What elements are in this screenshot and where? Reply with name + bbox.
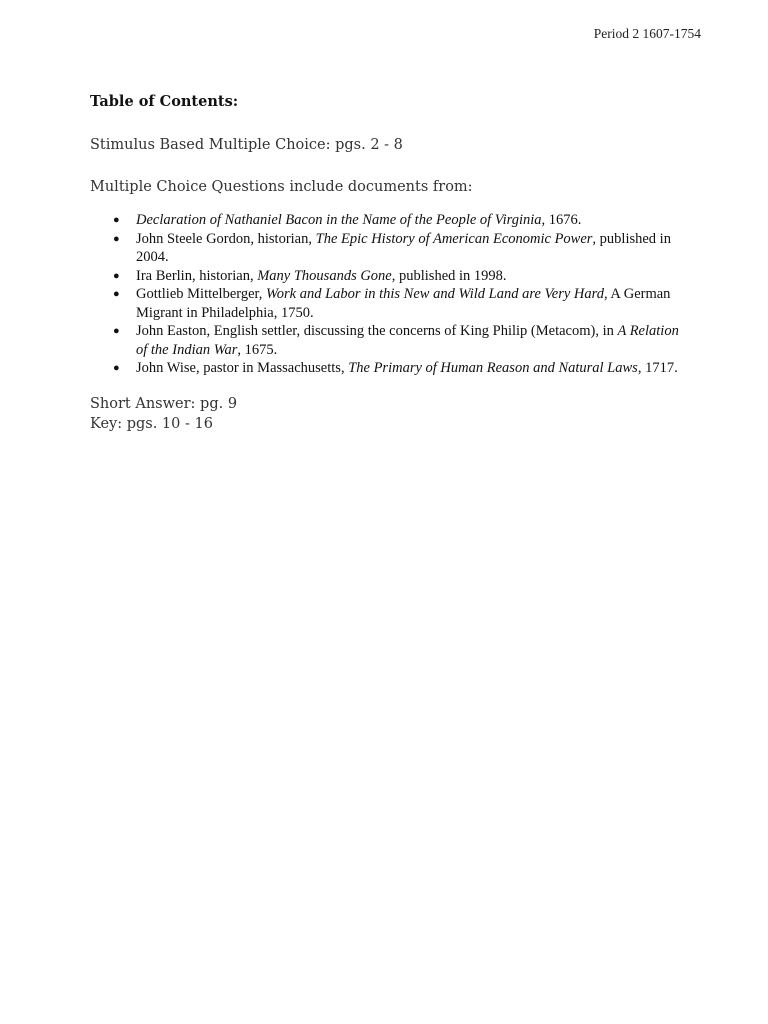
list-item (90, 211, 690, 230)
documents-intro: Multiple Choice Questions include documents from: (90, 179, 473, 195)
doc-title: Declaration of Nathaniel Bacon in the Name of the People of Virginia (136, 212, 542, 228)
bullet-icon: ● (113, 269, 120, 282)
key-line: Key: pgs. 10 - 16 (90, 415, 213, 432)
doc-suffix: , published in 1998. (391, 267, 507, 284)
table-of-contents (90, 92, 690, 434)
doc-title: The Primary of Human Reason and Natural Laws (348, 360, 638, 376)
bullet-icon: ● (113, 232, 120, 245)
stimulus-mc-line: Stimulus Based Multiple Choice: pgs. 2 - 8 (90, 137, 403, 153)
doc-prefix: Ira Berlin, historian, (136, 267, 258, 284)
documents-list (90, 211, 690, 378)
doc-suffix: , published in 2004. (136, 230, 671, 265)
list-item (90, 359, 690, 378)
doc-title: Work and Labor in this New and Wild Land are Very Hard (266, 286, 604, 302)
list-item (90, 322, 690, 359)
short-answer-line: Short Answer: pg. 9 (90, 395, 238, 412)
doc-title: The Epic History of American Economic Power (315, 230, 593, 247)
doc-suffix: , 1676. (541, 212, 582, 228)
doc-suffix: , A German Migrant in Philadelphia, 1750. (136, 286, 671, 321)
list-item (90, 230, 690, 267)
bullet-icon: ● (113, 288, 120, 300)
doc-prefix: John Easton, English settler, discussing the concerns of King Philip (Metacom), in (136, 323, 618, 339)
doc-title: A Relation of the Indian War (136, 323, 679, 358)
bullet-icon: ● (113, 362, 120, 374)
doc-suffix: , 1717. (637, 360, 678, 376)
toc-heading: Table of Contents: (90, 93, 239, 110)
doc-title: Many Thousands Gone (257, 267, 392, 284)
doc-prefix: Gottlieb Mittelberger, (136, 286, 267, 302)
list-item (90, 267, 690, 286)
bullet-icon: ● (113, 325, 120, 337)
doc-suffix: , 1675. (237, 341, 278, 358)
page-header-period: Period 2 1607-1754 (593, 26, 701, 41)
list-item (90, 285, 690, 322)
doc-prefix: John Steele Gordon, historian, (136, 230, 316, 247)
doc-prefix: John Wise, pastor in Massachusetts, (136, 360, 349, 376)
bullet-icon: ● (113, 214, 120, 226)
